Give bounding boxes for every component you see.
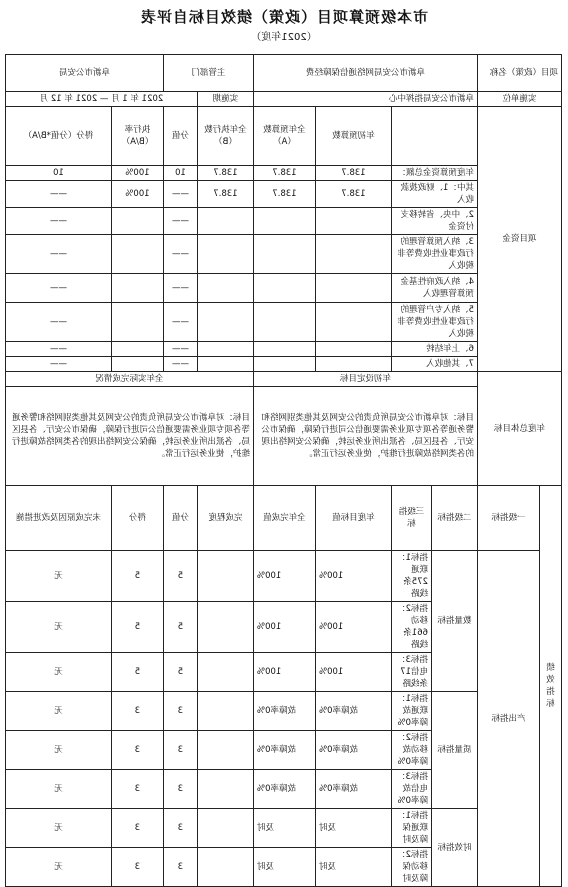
ind-row-actual: 100%: [253, 653, 315, 692]
funds-cell: ——: [5, 303, 111, 342]
ind-row-reason: 无: [5, 809, 111, 848]
funds-cell: [253, 274, 315, 303]
funds-cell: ——: [163, 208, 197, 235]
funds-header-points: 得分（分值*B/A）: [5, 107, 111, 166]
ind-row-reason: 无: [5, 770, 111, 809]
ind-row-degree: [197, 770, 253, 809]
funds-cell: [197, 357, 253, 372]
project-name-label: 项目（政策）名称: [477, 55, 561, 92]
ind-row-actual: 及时: [253, 848, 315, 887]
ind-row-actual: 故障率0%: [253, 731, 315, 770]
funds-cell: ——: [163, 357, 197, 372]
funds-cell: [197, 208, 253, 235]
funds-cell: ——: [5, 357, 111, 372]
ind-row-got: 3: [111, 848, 163, 887]
ind-header-got: 得分: [111, 486, 163, 551]
goals-actual-text: 目标：对阜新市公安局所负责的公安网及其他类别网络和警务通等各项专项业务需要通信公司进行保障，确保市公安厅、各县区局、各派出所业务运转，确保公安网络出现的各类网络故障进行维护，使业务运行正常。: [5, 387, 253, 486]
ind-row-target: 及时: [315, 848, 391, 887]
funds-cell: [111, 274, 163, 303]
ind-row-score: 5: [163, 653, 197, 692]
ind-row-score: 5: [163, 551, 197, 602]
funds-cell: ——: [5, 208, 111, 235]
ind-header-reason: 未完成原因及改进措施: [5, 486, 111, 551]
goals-planned-text: 目标：对阜新市公安局所负责的公安网及其他类别网络和警务通等各项专项业务需要通信公司进行保障，确保市公安厅、各县区局、各派出所业务运转，确保公安网络出现的各类网络故障进行维护，使业务运行正常。: [253, 387, 477, 486]
ind-row-target: 100%: [315, 653, 391, 692]
ind-row-degree: [197, 692, 253, 731]
ind-row-reason: 无: [5, 848, 111, 887]
page-subtitle: （2021年度）: [251, 32, 317, 43]
goals-actual-label: 全年实际完成情况: [5, 372, 253, 387]
funds-header-budget: 全年预算数（A）: [253, 107, 315, 166]
ind-row-name: 指标2：移动故障率0%: [391, 731, 431, 770]
funds-cell: [253, 235, 315, 274]
funds-cell: [315, 208, 391, 235]
funds-cell: 100%: [111, 166, 163, 181]
ind-header-score: 分值: [163, 486, 197, 551]
funds-cell: ——: [163, 303, 197, 342]
funds-cell: [111, 208, 163, 235]
ind-row-degree: [197, 809, 253, 848]
ind-row-reason: 无: [5, 653, 111, 692]
funds-cell: 100%: [111, 181, 163, 208]
page-title: 市本级预算项目（政策）绩效目标自评表: [140, 8, 429, 26]
ind-row-name: 指标3：电信17条线路: [391, 653, 431, 692]
funds-row-label: 其中：1、财政拨款收入: [391, 181, 477, 208]
funds-cell: [197, 342, 253, 357]
ind-row-degree: [197, 602, 253, 653]
ind-row-name: 指标1：联通保障及时: [391, 809, 431, 848]
ind-header-level3: 三级指标: [391, 486, 431, 551]
funds-cell: ——: [163, 274, 197, 303]
funds-header-initial: 年初预算数: [315, 107, 391, 166]
ind-row-name: 指标2：移动661条线路: [391, 602, 431, 653]
funds-header-blank: [391, 107, 477, 166]
funds-cell: [253, 303, 315, 342]
funds-cell: [315, 342, 391, 357]
ind-row-target: 及时: [315, 809, 391, 848]
ind-row-reason: 无: [5, 602, 111, 653]
ind-row-reason: 无: [5, 551, 111, 602]
funds-cell: ——: [5, 342, 111, 357]
funds-cell: ——: [5, 274, 111, 303]
dept-value: 阜新市公安局: [5, 55, 163, 92]
funds-cell: ——: [5, 235, 111, 274]
ind-header-actual: 全年完成值: [253, 486, 315, 551]
ind-header-target: 年度目标值: [315, 486, 391, 551]
ind-level1: 产出指标: [477, 551, 539, 887]
funds-cell: [253, 342, 315, 357]
ind-row-got: 3: [111, 809, 163, 848]
funds-cell: ——: [5, 181, 111, 208]
funds-cell: ——: [163, 181, 197, 208]
funds-cell: [197, 274, 253, 303]
funds-cell: 138.7: [197, 166, 253, 181]
funds-cell: 10: [5, 166, 111, 181]
ind-header-level1: 一级指标: [477, 486, 539, 551]
ind-row-degree: [197, 653, 253, 692]
ind-row-name: 指标3：电信故障率0%: [391, 770, 431, 809]
funds-row-label: 2、中央、省转移支付资金: [391, 208, 477, 235]
goals-section-label: 年度总体目标: [477, 372, 561, 486]
ind-header-level2: 二级指标: [431, 486, 477, 551]
ind-header-degree: 完成程度: [197, 486, 253, 551]
funds-cell: 138.7: [253, 181, 315, 208]
funds-row-label: 7、其他收入: [391, 357, 477, 372]
ind-row-target: 100%: [315, 602, 391, 653]
funds-cell: [197, 303, 253, 342]
ind-row-target: 故障率0%: [315, 770, 391, 809]
ind-level2-timeliness: 时效指标: [431, 809, 477, 887]
funds-cell: [315, 303, 391, 342]
ind-row-degree: [197, 848, 253, 887]
ind-row-target: 100%: [315, 551, 391, 602]
funds-header-rate: 执行率（B/A）: [111, 107, 163, 166]
funds-cell: [197, 235, 253, 274]
unit-value: 阜新市公安局指挥中心: [253, 92, 477, 107]
ind-row-actual: 100%: [253, 602, 315, 653]
ind-level2-quantity: 数量指标: [431, 551, 477, 692]
project-name: 阜新市公安局网络通信保障经费: [253, 55, 477, 92]
funds-row-label: 年度预算资金总额：: [391, 166, 477, 181]
ind-row-name: 指标1：联通故障率0%: [391, 692, 431, 731]
funds-cell: 138.7: [253, 166, 315, 181]
ind-row-got: 3: [111, 770, 163, 809]
funds-row-label: 5、纳入专户管理的行政事业性收费等非税收入: [391, 303, 477, 342]
funds-cell: 10: [163, 166, 197, 181]
ind-row-got: 3: [111, 731, 163, 770]
funds-cell: 138.7: [315, 166, 391, 181]
ind-row-got: 5: [111, 551, 163, 602]
funds-cell: [111, 342, 163, 357]
unit-label: 实施单位: [477, 92, 561, 107]
ind-row-actual: 100%: [253, 551, 315, 602]
ind-row-reason: 无: [5, 731, 111, 770]
ind-row-degree: [197, 731, 253, 770]
funds-cell: ——: [163, 235, 197, 274]
funds-cell: [111, 235, 163, 274]
funds-cell: [253, 208, 315, 235]
ind-row-name: 指标1：联通275条线路: [391, 551, 431, 602]
funds-row-label: 3、纳入预算管理的行政事业性收费等非税收入: [391, 235, 477, 274]
ind-row-actual: 故障率0%: [253, 770, 315, 809]
ind-row-got: 5: [111, 653, 163, 692]
funds-row-label: 6、上年结转: [391, 342, 477, 357]
funds-cell: [111, 303, 163, 342]
goals-planned-label: 年初设定目标: [253, 372, 477, 387]
funds-cell: [315, 235, 391, 274]
funds-row-label: 4、纳入政府性基金预算管理收入: [391, 274, 477, 303]
ind-row-score: 3: [163, 848, 197, 887]
evaluation-table: [5, 54, 562, 887]
indicators-side-label: 绩效指标: [540, 486, 562, 887]
ind-row-reason: 无: [5, 692, 111, 731]
ind-row-degree: [197, 551, 253, 602]
ind-row-actual: 及时: [253, 809, 315, 848]
funds-cell: [315, 357, 391, 372]
ind-row-actual: 故障率0%: [253, 692, 315, 731]
period-label: 实施期: [197, 92, 253, 107]
ind-row-got: 3: [111, 692, 163, 731]
period-value: 2021 年 1 月 — 2021 年 12 月: [5, 92, 197, 107]
ind-row-score: 3: [163, 731, 197, 770]
funds-cell: 138.7: [315, 181, 391, 208]
ind-row-name: 指标2：移动保障及时: [391, 848, 431, 887]
funds-cell: 138.7: [197, 181, 253, 208]
funds-cell: ——: [163, 342, 197, 357]
ind-row-score: 3: [163, 692, 197, 731]
ind-row-got: 5: [111, 602, 163, 653]
dept-label: 主管部门: [163, 55, 253, 92]
ind-level2-quality: 质量指标: [431, 692, 477, 809]
funds-header-score: 分值: [163, 107, 197, 166]
ind-row-target: 故障率0%: [315, 692, 391, 731]
ind-row-score: 5: [163, 602, 197, 653]
funds-section-label: 项目资金: [477, 107, 561, 372]
ind-row-score: 3: [163, 809, 197, 848]
ind-row-score: 3: [163, 770, 197, 809]
ind-row-target: 故障率0%: [315, 731, 391, 770]
funds-cell: [315, 274, 391, 303]
funds-header-exec: 全年执行数（B）: [197, 107, 253, 166]
funds-cell: [111, 357, 163, 372]
funds-cell: [253, 357, 315, 372]
